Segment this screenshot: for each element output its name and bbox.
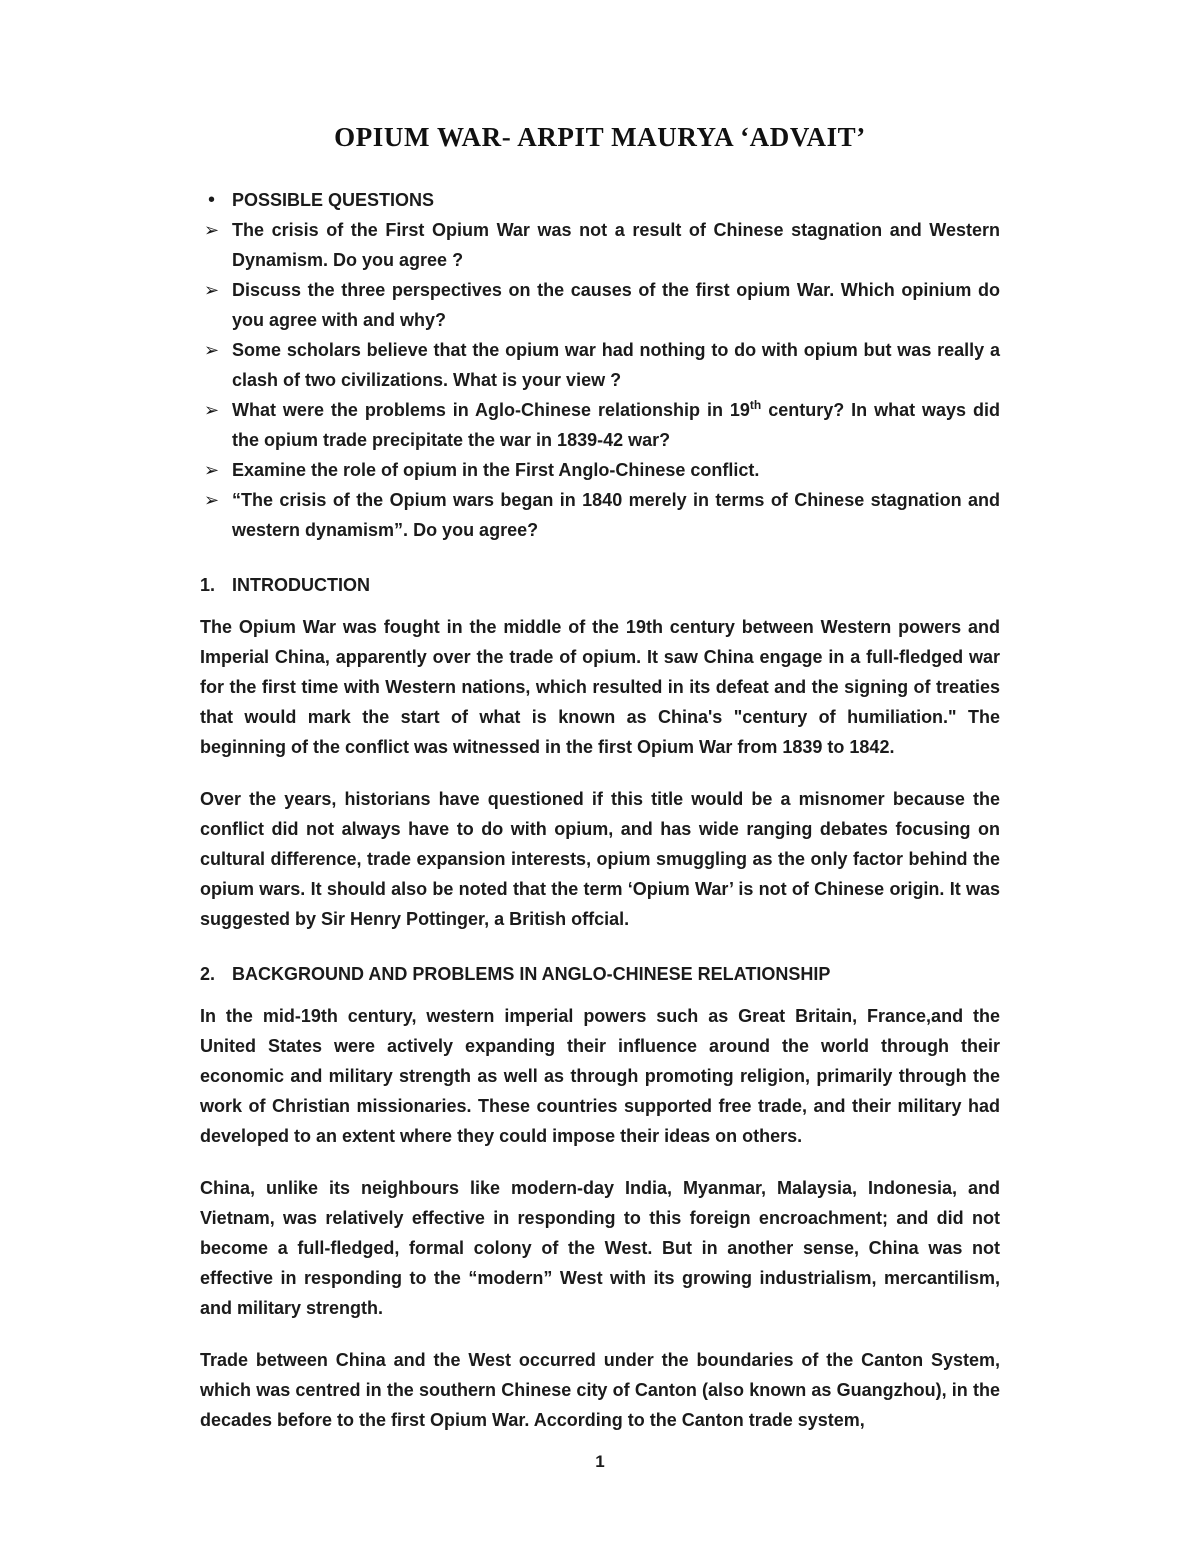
question-item bbox=[200, 455, 1000, 485]
section-title: INTRODUCTION bbox=[232, 575, 370, 595]
paragraph: Trade between China and the West occurred under the boundaries of the Canton System, which was centred in the southern Chinese city of Canton (also known as Guangzhou), in the decades before to the first Opium War. According to the Canton trade system, bbox=[200, 1350, 1000, 1430]
question-item bbox=[200, 395, 1000, 455]
document-title: OPIUM WAR- ARPIT MAURYA ‘ADVAIT’ bbox=[334, 122, 866, 152]
paragraph: In the mid-19th century, western imperial powers such as Great Britain, France,and the United States were actively expanding their influence around the world through their economic and military strength as well as through promoting religion, primarily through the work of Christian missionaries. These countries supported free trade, and their military had developed to an extent where they could impose their ideas on others. bbox=[200, 1006, 1000, 1146]
arrow-bullet-icon: ➢ bbox=[204, 340, 220, 360]
arrow-bullet-icon: ➢ bbox=[204, 400, 220, 420]
section-number: 2. bbox=[200, 964, 216, 984]
paragraph: Over the years, historians have questioned if this title would be a misnomer because the conflict did not always have to do with opium, and has wide ranging debates focusing on cultural difference, trade expansion interests, opium smuggling as the only factor behind the opium wars. It should also be noted that the term ‘Opium War’ is not of Chinese origin. It was suggested by Sir Henry Pottinger, a British offcial. bbox=[200, 789, 1000, 929]
question-item bbox=[200, 275, 1000, 335]
section-number: 1. bbox=[200, 575, 216, 595]
question-item bbox=[200, 485, 1000, 545]
section-heading-introduction bbox=[200, 575, 1000, 596]
section-heading-background bbox=[200, 964, 1000, 985]
question-text: “The crisis of the Opium wars began in 1840 merely in terms of Chinese stagnation and western dynamism”. Do you agree? bbox=[232, 490, 1000, 540]
paragraph: China, unlike its neighbours like modern-day India, Myanmar, Malaysia, Indonesia, and Vietnam, was relatively effective in responding to this foreign encroachment; and did not become a full-fledged, formal colony of the West. But in another sense, China was not effective in responding to the “modern” West with its growing industrialism, mercantilism, and military strength. bbox=[200, 1178, 1000, 1318]
possible-questions-label: POSSIBLE QUESTIONS bbox=[232, 190, 435, 210]
document-content bbox=[200, 0, 1000, 1435]
paragraph: The Opium War was fought in the middle of the 19th century between Western powers and Imperial China, apparently over the trade of opium. It saw China engage in a full-fledged war for the first time with Western nations, which resulted in its defeat and the signing of treaties that would mark the start of what is known as China's "century of humiliation." The beginning of the conflict was witnessed in the first Opium War from 1839 to 1842. bbox=[200, 617, 1000, 757]
arrow-bullet-icon: ➢ bbox=[204, 490, 220, 510]
question-text: Some scholars believe that the opium war had nothing to do with opium but was really a clash of two civilizations. What is your view ? bbox=[232, 340, 1000, 390]
section-title: BACKGROUND AND PROBLEMS IN ANGLO-CHINESE RELATIONSHIP bbox=[232, 964, 831, 984]
question-item bbox=[200, 335, 1000, 395]
arrow-bullet-icon: ➢ bbox=[204, 460, 220, 480]
question-text: Examine the role of opium in the First Anglo-Chinese conflict. bbox=[232, 460, 760, 480]
arrow-bullet-icon: ➢ bbox=[204, 280, 220, 300]
possible-questions-heading bbox=[200, 185, 1000, 215]
question-text: What were the problems in Aglo-Chinese relationship in 19th century? In what ways did the opium trade precipitate the war in 1839-42 war? bbox=[232, 398, 1000, 450]
question-text: The crisis of the First Opium War was not a result of Chinese stagnation and Western Dynamism. Do you agree ? bbox=[232, 220, 1000, 270]
arrow-bullet-icon: ➢ bbox=[204, 220, 220, 240]
bullet-icon: • bbox=[208, 189, 216, 211]
page-number: 1 bbox=[595, 1452, 605, 1471]
question-text: Discuss the three perspectives on the causes of the first opium War. Which opinium do you agree with and why? bbox=[232, 280, 1000, 330]
possible-questions-list bbox=[200, 185, 1000, 545]
question-item bbox=[200, 215, 1000, 275]
superscript-th: th bbox=[749, 398, 762, 412]
